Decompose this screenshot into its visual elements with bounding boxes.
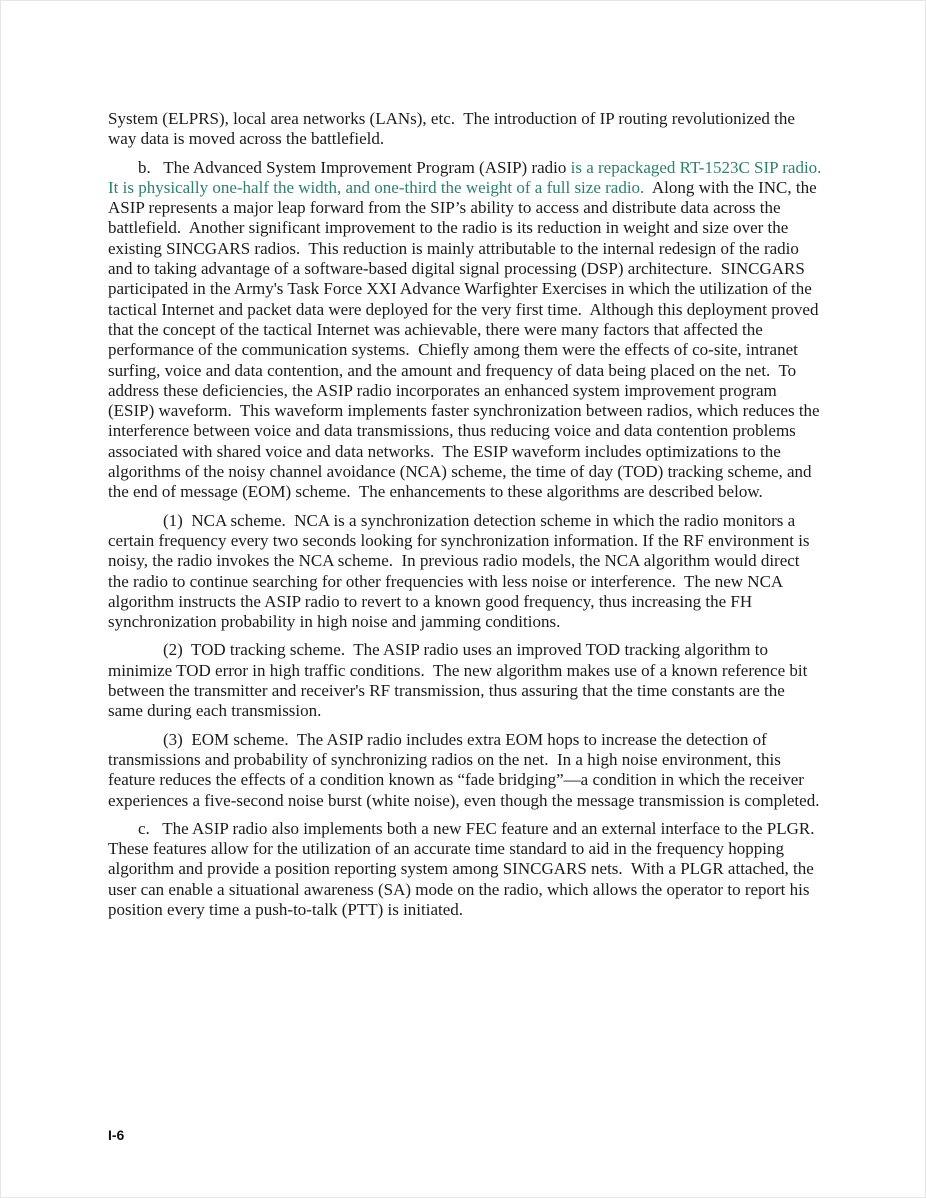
text-segment: c. The ASIP radio also implements both a new FEC feature and an external interface to the PLGR. These features allow for the utilization of an accurate time standard to aid in the frequency hopping algorithm and provide a position reporting system among SINCGARS nets. With a PLGR attached, the user can enable a situational awareness (SA) mode on the radio, which allows the operator to report his position every time a push-to-talk (PTT) is initiated. [108, 818, 823, 919]
text-segment: Along with the INC, the ASIP represents a major leap forward from the SIP’s ability to access and distribute data across the battlefield. Another significant improvement to the radio is its reduction in weight and size over the existing SINCGARS radios. This reduction is mainly attributable to the internal redesign of the radio and to taking advantage of a software-based digital signal processing (DSP) architecture. SINCGARS participated in the Army's Task Force XXI Advance Warfighter Exercises in which the utilization of the tactical Internet and packet data were deployed for the very first time. Although this deployment proved that the concept of the tactical Internet was achievable, there were many factors that affected the performance of the communication systems. Chiefly among them were the effects of co-site, intranet surfing, voice and data contention, and the amount and frequency of data being placed on the net. To address these deficiencies, the ASIP radio incorporates an enhanced system improvement program (ESIP) waveform. This waveform implements faster synchronization between radios, which reduces the interference between voice and data transmissions, thus reducing voice and data contention problems associated with shared voice and data networks. The ESIP waveform includes optimizations to the algorithms of the noisy channel avoidance (NCA) scheme, the time of day (TOD) tracking scheme, and the end of message (EOM) scheme. The enhancements to these algorithms are described below. [108, 177, 824, 502]
text-segment: (1) NCA scheme. NCA is a synchronization detection scheme in which the radio monitors a certain frequency every two seconds looking for synchronization information. If the RF environment is noisy, the radio invokes the NCA scheme. In previous radio models, the NCA algorithm would direct the radio to continue searching for other frequencies with less noise or interference. The new NCA algorithm instructs the ASIP radio to revert to a known good frequency, thus increasing the FH synchronization probability in high noise and jamming conditions. [108, 510, 814, 632]
paragraph-3-eom-scheme [108, 730, 822, 811]
text-segment: (2) TOD tracking scheme. The ASIP radio uses an improved TOD tracking algorithm to minimize TOD error in high traffic conditions. The new algorithm makes use of a known reference bit between the transmitter and receiver's RF transmission, thus assuring that the time constants are the same during each transmission. [108, 640, 812, 721]
text-segment: System (ELPRS), local area networks (LANs), etc. The introduction of IP routing revolutionized the way data is moved across the battlefield. [108, 109, 800, 149]
paragraph-1-nca-scheme [108, 511, 822, 633]
paragraph-b [108, 157, 830, 503]
highlighted-text-segment: is a repackaged RT-1523C SIP radio. It is physically one-half the width, and one-third the weight of a full size radio. [108, 157, 830, 197]
paragraph-c [108, 819, 822, 920]
page-number: I-6 [108, 1127, 125, 1143]
paragraph-2-tod-tracking-scheme [108, 640, 822, 721]
page-body-text [108, 109, 830, 928]
text-segment: b. The Advanced System Improvement Program (ASIP) radio [138, 157, 571, 177]
text-segment: (3) EOM scheme. The ASIP radio includes extra EOM hops to increase the detection of transmissions and probability of synchronizing radios on the net. In a high noise environment, this feature reduces the effects of a condition known as “fade bridging”—a condition in which the receiver experiences a five-second noise burst (white noise), even though the message transmission is completed. [108, 729, 820, 810]
paragraph-continuation [108, 109, 822, 150]
